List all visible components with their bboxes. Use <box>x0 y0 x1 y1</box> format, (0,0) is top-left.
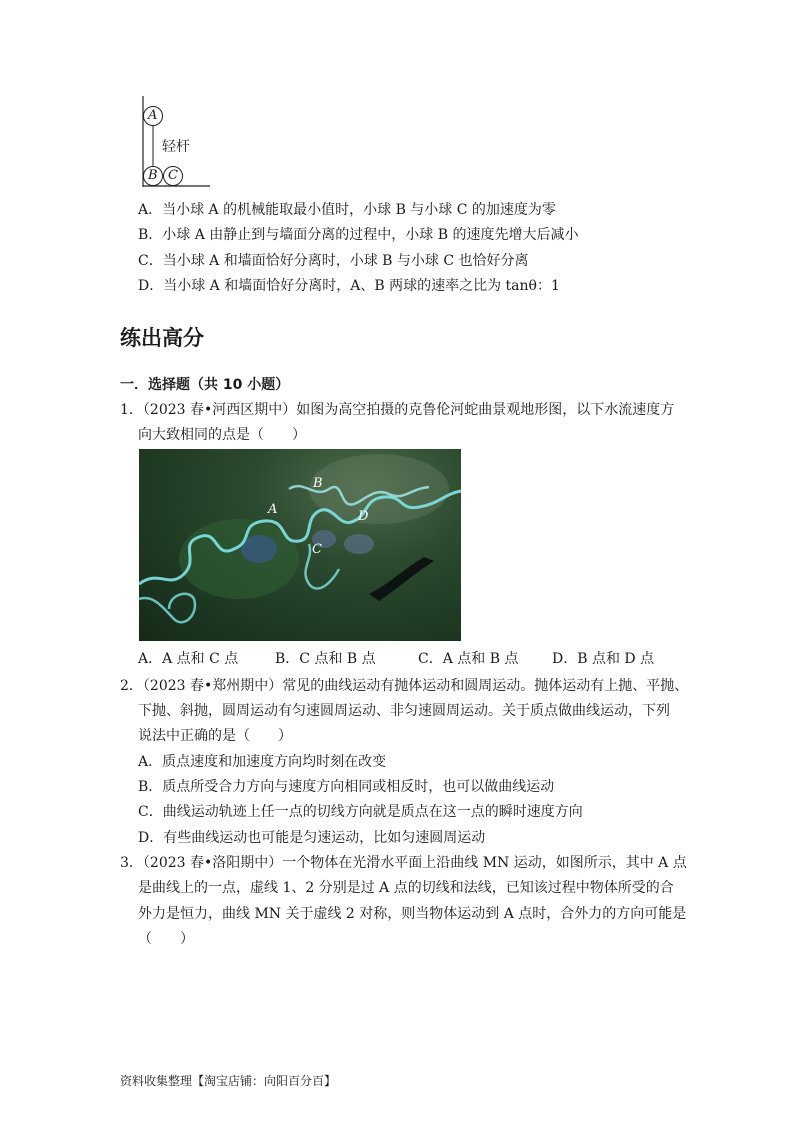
map-label-d: D <box>358 509 369 524</box>
section-title: 练出高分 <box>120 326 204 350</box>
q2-stem-line2: 下抛、斜抛，圆周运动有匀速圆周运动、非匀速圆周运动。关于质点做曲线运动，下列 <box>138 703 670 719</box>
meander-river-aerial-photo <box>139 449 461 641</box>
prev-option-b: B．小球 A 由静止到与墙面分离的过程中，小球 B 的速度先增大后减小 <box>138 227 579 243</box>
ball-c-label: C <box>168 168 178 183</box>
q1-stem-line1: 1．（2023 春•河西区期中）如图为高空拍摄的克鲁伦河蛇曲景观地形图，以下水流速度方 <box>120 402 675 418</box>
prev-option-c: C．当小球 A 和墙面恰好分离时，小球 B 与小球 C 也恰好分离 <box>138 253 529 269</box>
sub-title: 一．选择题（共 10 小题） <box>120 377 290 393</box>
q3-stem-line4: （ ） <box>138 931 194 947</box>
q2-option-a: A．质点速度和加速度方向均时刻在改变 <box>138 754 387 770</box>
map-label-c: C <box>312 542 322 557</box>
map-label-a: A <box>268 502 278 517</box>
q1-option-a: A．A 点和 C 点 <box>138 651 239 667</box>
prev-option-a: A．当小球 A 的机械能取最小值时，小球 B 与小球 C 的加速度为零 <box>138 202 556 218</box>
q2-option-c: C．曲线运动轨迹上任一点的切线方向就是质点在这一点的瞬时速度方向 <box>138 804 583 820</box>
q2-option-b: B．质点所受合力方向与速度方向相同或相反时，也可以做曲线运动 <box>138 779 555 795</box>
q1-option-c: C．A 点和 B 点 <box>418 651 519 667</box>
prev-option-d: D．当小球 A 和墙面恰好分离时，A、B 两球的速率之比为 tanθ：1 <box>138 278 560 294</box>
q2-option-d: D．有些曲线运动也可能是匀速运动，比如匀速圆周运动 <box>138 830 486 846</box>
map-label-b: B <box>313 476 323 491</box>
q3-stem-line2: 是曲线上的一点，虚线 1、2 分别是过 A 点的切线和法线，已知该过程中物体所受的合 <box>138 880 674 896</box>
q1-option-b: B．C 点和 B 点 <box>275 651 376 667</box>
q1-option-d: D．B 点和 D 点 <box>552 651 655 667</box>
q1-stem-line2: 向大致相同的点是（ ） <box>138 427 306 443</box>
q2-stem-line3: 说法中正确的是（ ） <box>138 728 292 744</box>
footer-source-note: 资料收集整理【淘宝店铺：向阳百分百】 <box>120 1074 337 1088</box>
ball-a-label: A <box>148 108 158 123</box>
q2-stem-line1: 2．（2023 春•郑州期中）常见的曲线运动有抛体运动和圆周运动。抛体运动有上抛、平抛、 <box>120 678 689 694</box>
q3-stem-line3: 外力是恒力，曲线 MN 关于虚线 2 对称，则当物体运动到 A 点时，合外力的方向可能是 <box>138 906 687 922</box>
q3-stem-line1: 3．（2023 春•洛阳期中）一个物体在光滑水平面上沿曲线 MN 运动，如图所示，其中 A 点 <box>120 855 687 871</box>
rod-label: 轻杆 <box>162 139 190 155</box>
ball-b-label: B <box>148 168 158 183</box>
